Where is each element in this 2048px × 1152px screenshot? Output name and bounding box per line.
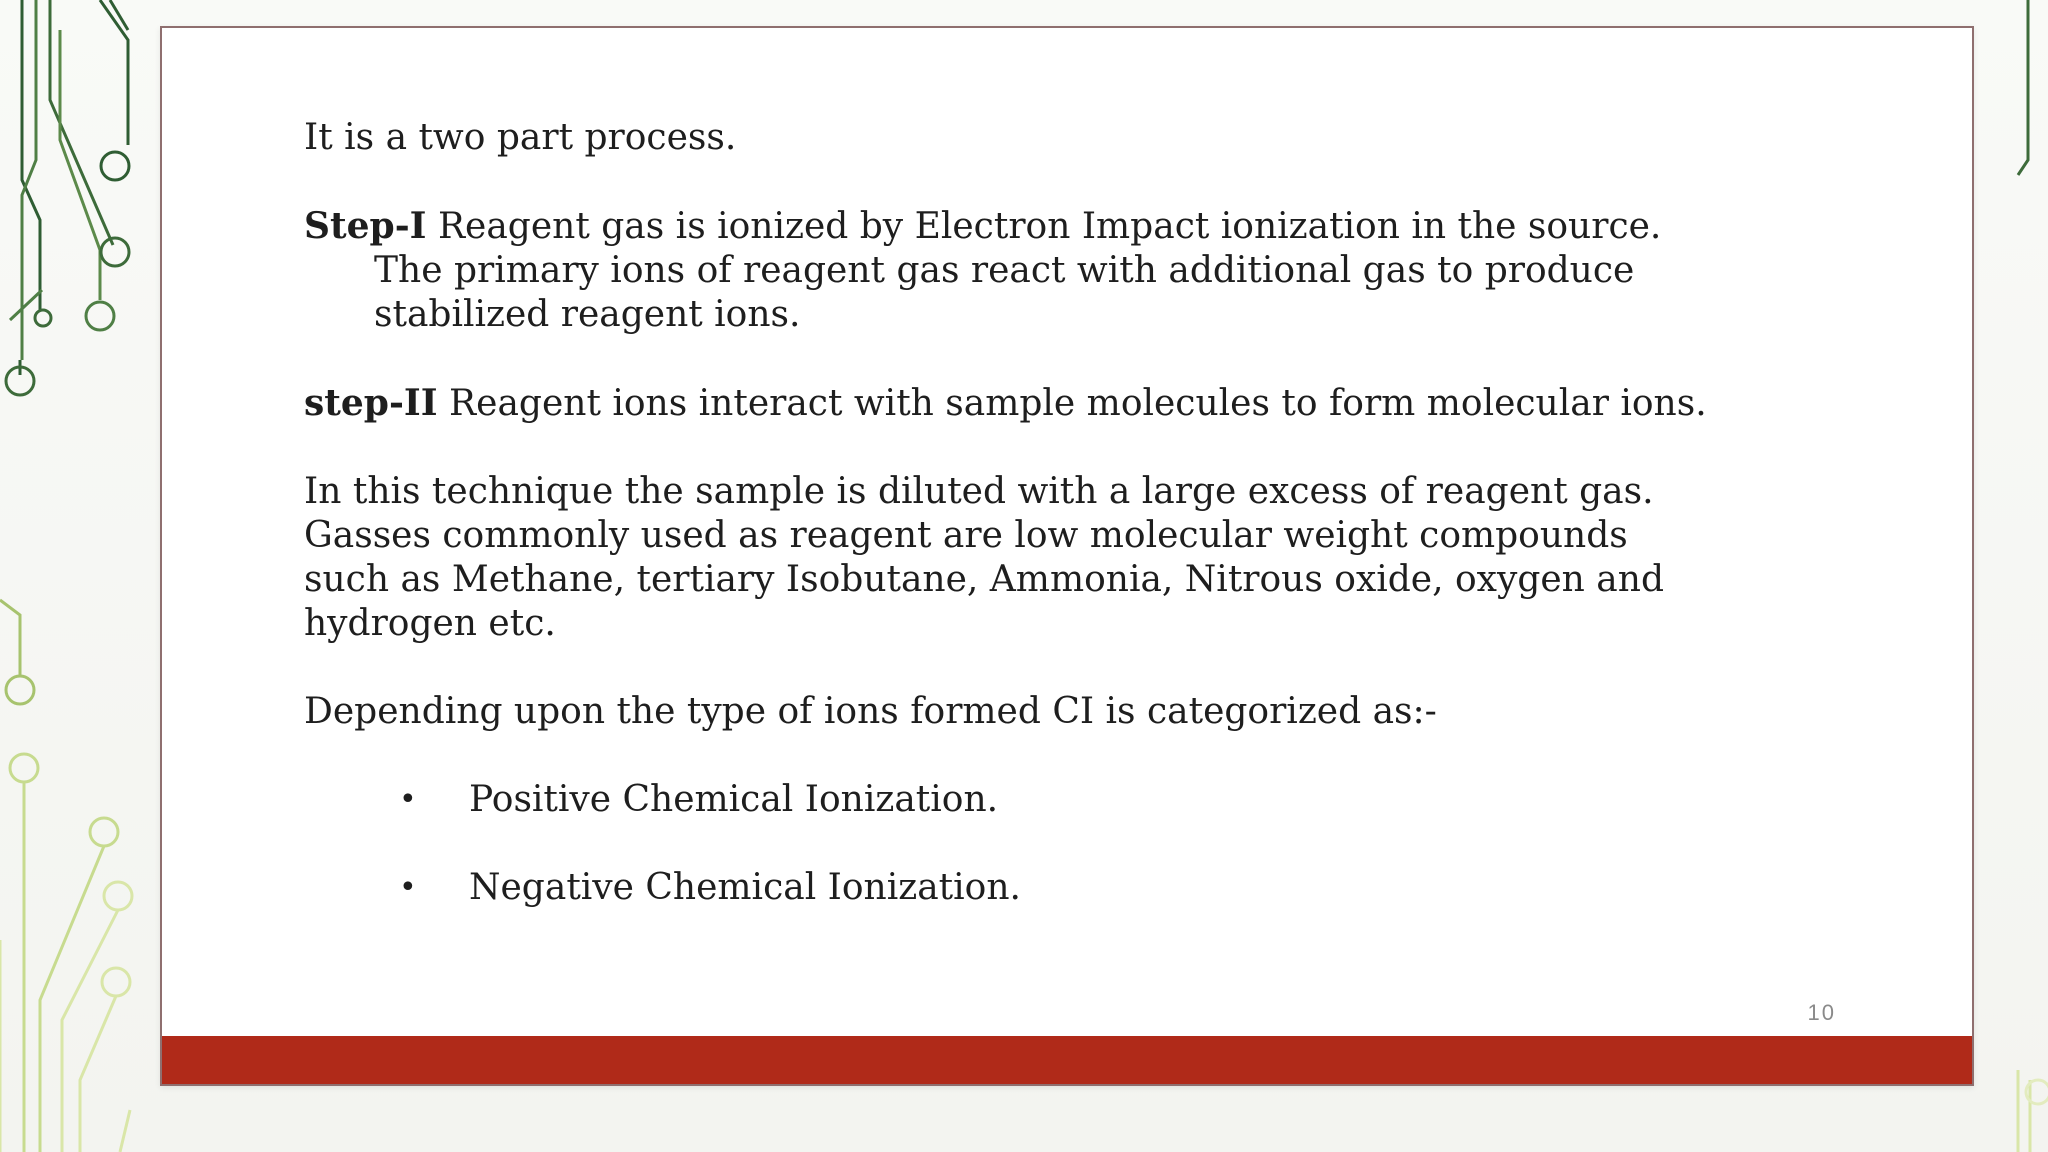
technique-line-3: such as Methane, tertiary Isobutane, Ammonia, Nitrous oxide, oxygen and — [304, 559, 1664, 600]
technique-line-1: In this technique the sample is diluted with a large excess of reagent gas. — [304, 471, 1654, 512]
step-one-line-3: stabilized reagent ions. — [374, 294, 801, 335]
bullet-icon: • — [399, 870, 417, 905]
page-number: 10 — [1807, 1000, 1836, 1025]
list-item-text: Positive Chemical Ionization. — [469, 779, 999, 820]
step-two-text: Reagent ions interact with sample molecules to form molecular ions. — [449, 383, 1707, 424]
step-one-paragraph — [304, 204, 1934, 337]
technique-line-2: Gasses commonly used as reagent are low molecular weight compounds — [304, 515, 1628, 556]
step-one-line-2: The primary ions of reagent gas react with additional gas to produce — [374, 250, 1635, 291]
list-item — [304, 778, 1934, 822]
bullet-icon: • — [399, 782, 417, 817]
categorized-paragraph — [304, 690, 1934, 734]
slide-card — [160, 26, 1974, 1086]
step-two-paragraph — [304, 381, 1934, 426]
list-item — [304, 866, 1934, 910]
circuit-decoration-right — [1988, 0, 2048, 1152]
step-one-line-1: Reagent gas is ionized by Electron Impact ionization in the source. — [437, 206, 1662, 247]
intro-text: It is a two part process. — [304, 117, 737, 158]
circuit-decoration-left — [0, 0, 150, 1152]
step-one-label: Step-I — [304, 205, 427, 247]
slide-body — [304, 116, 1934, 954]
list-item-text: Negative Chemical Ionization. — [469, 867, 1021, 908]
ionization-type-list — [304, 778, 1934, 910]
step-two-label: step-II — [304, 382, 438, 424]
intro-paragraph — [304, 116, 1934, 160]
technique-line-4: hydrogen etc. — [304, 603, 556, 644]
footer-bar — [162, 1036, 1972, 1084]
categorized-text: Depending upon the type of ions formed CI is categorized as:- — [304, 691, 1437, 732]
technique-paragraph — [304, 470, 1934, 646]
